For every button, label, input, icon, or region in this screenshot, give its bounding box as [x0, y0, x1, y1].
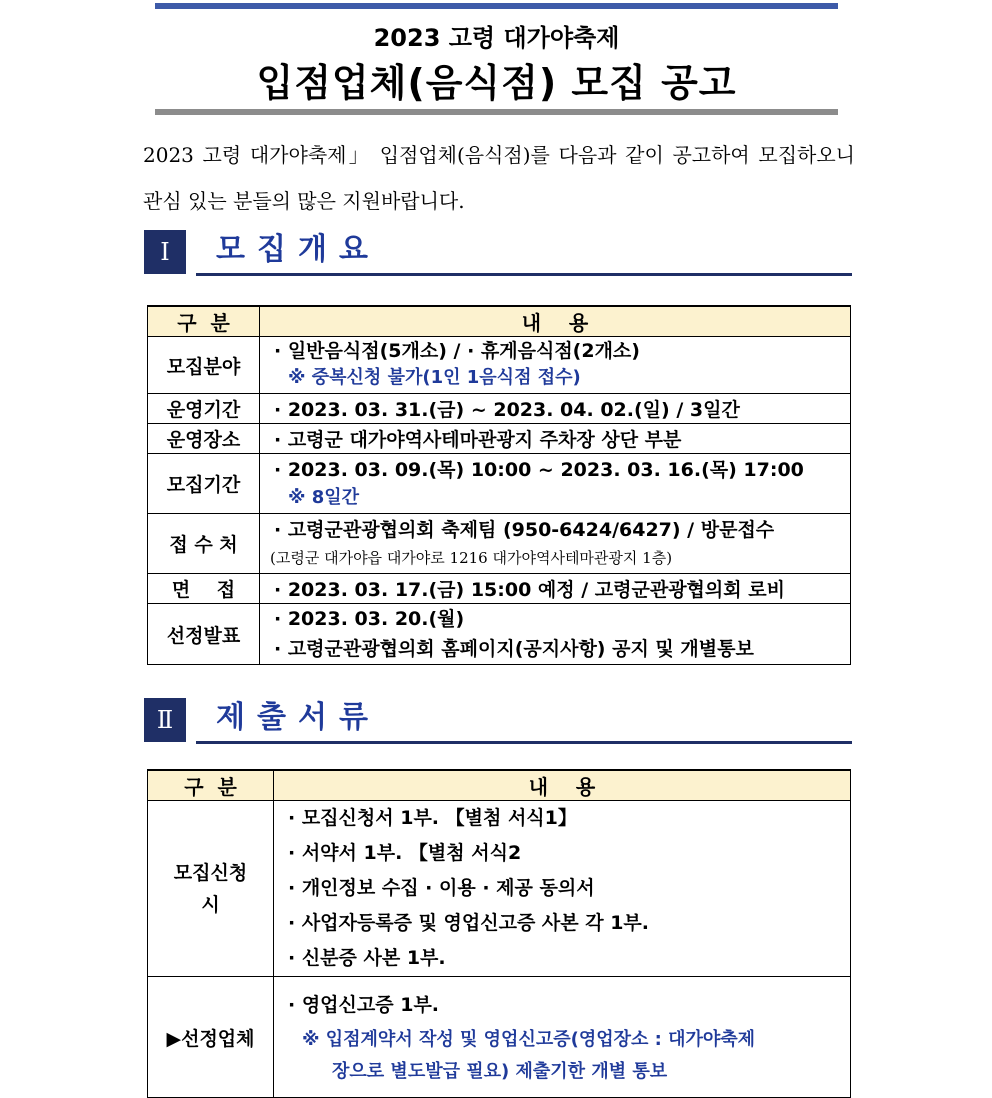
- section-1-title: 모집개요: [216, 232, 380, 267]
- table-header-category: 구 분: [148, 770, 274, 801]
- row-note: ※ 8일간: [288, 486, 360, 508]
- section-2-header: [144, 698, 852, 742]
- row-line: · 고령군관광협의회 축제팀 (950-6424/6427) / 방문접수: [274, 518, 775, 541]
- section-2-title: 제출서류: [216, 700, 380, 735]
- section-2-rule: [196, 741, 852, 744]
- row-line: · 고령군관광협의회 홈페이지(공지사항) 공지 및 개별통보: [274, 638, 754, 660]
- row-line: · 2023. 03. 20.(월): [274, 608, 465, 630]
- table-header-category: 구 분: [148, 306, 260, 337]
- row-line: · 고령군 대가야역사테마관광지 주차장 상단 부분: [260, 424, 851, 454]
- table-header-content: 내 용: [260, 306, 851, 337]
- row-label: 운영장소: [148, 424, 260, 454]
- row-label: 모집분야: [148, 337, 260, 394]
- title-underline: [155, 109, 838, 115]
- table-row: [148, 514, 851, 574]
- table-row: [148, 604, 851, 665]
- required-documents-table: [147, 769, 851, 1098]
- intro-paragraph: 2023 고령 대가야축제」 입점업체(음식점)를 다음과 같이 공고하여 모집하오니 관심 있는 분들의 많은 지원바랍니다.: [143, 143, 855, 213]
- recruitment-overview-table: [147, 305, 851, 665]
- row-note: ※ 중복신청 불가(1인 1음식점 접수): [288, 367, 581, 388]
- row-label: 모집기간: [148, 454, 260, 514]
- table-row: [148, 394, 851, 424]
- document-item: · 영업신고증 1부.: [288, 994, 440, 1016]
- document-item: · 신분증 사본 1부.: [288, 947, 446, 969]
- table-row: [148, 337, 851, 394]
- row-label: 선정발표: [148, 604, 260, 665]
- document-item: · 개인정보 수집 · 이용 · 제공 동의서: [288, 877, 595, 899]
- row-label: 운영기간: [148, 394, 260, 424]
- section-1-header: [144, 230, 852, 274]
- document-subtitle: 2023 고령 대가야축제: [373, 24, 620, 52]
- section-1-rule: [196, 273, 852, 276]
- row-label: ▶선정업체: [148, 977, 274, 1098]
- row-note-continued: 장으로 별도발급 필요) 제출기한 개별 통보: [332, 1061, 668, 1082]
- row-label: 모집신청 시: [148, 801, 274, 977]
- section-2-number: Ⅱ: [144, 698, 186, 742]
- top-rule: [155, 3, 838, 9]
- document-item: · 사업자등록증 및 영업신고증 사본 각 1부.: [288, 912, 650, 934]
- table-row: [148, 424, 851, 454]
- table-row: [148, 574, 851, 604]
- section-1-number: Ⅰ: [144, 230, 186, 274]
- table-row: [148, 454, 851, 514]
- document-item: · 서약서 1부. 【별첨 서식2: [288, 842, 522, 864]
- table-header-content: 내 용: [274, 770, 851, 801]
- row-line: · 일반음식점(5개소) / · 휴게음식점(2개소): [274, 340, 640, 362]
- table-row: [148, 801, 851, 977]
- row-address: (고령군 대가야읍 대가야로 1216 대가야역사테마관광지 1층): [270, 548, 673, 567]
- row-note: ※ 입점계약서 작성 및 영업신고증(영업장소 : 대가야축제: [302, 1029, 756, 1050]
- document-item: · 모집신청서 1부. 【별첨 서식1】: [288, 807, 577, 829]
- document-title: 입점업체(음식점) 모집 공고: [256, 61, 737, 105]
- row-label: 접 수 처: [148, 514, 260, 574]
- row-label: 면 접: [148, 574, 260, 604]
- row-line: · 2023. 03. 31.(금) ~ 2023. 04. 02.(일) / 3일간: [260, 394, 851, 424]
- row-line: · 2023. 03. 09.(목) 10:00 ~ 2023. 03. 16.(목) 17:00: [274, 458, 804, 481]
- row-line: · 2023. 03. 17.(금) 15:00 예정 / 고령군관광협의회 로비: [260, 574, 851, 604]
- table-row: [148, 977, 851, 1098]
